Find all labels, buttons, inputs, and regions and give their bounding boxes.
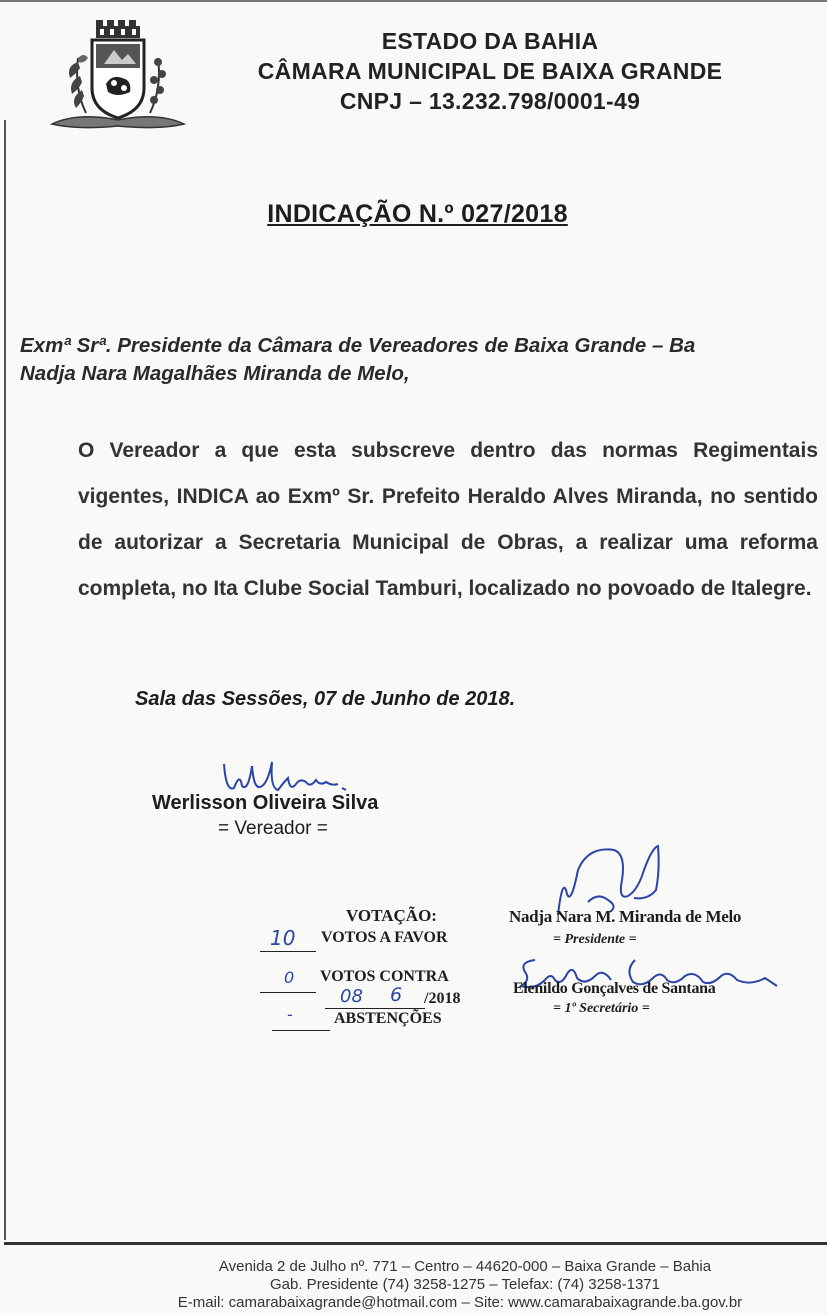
left-border: [4, 120, 6, 1240]
session-date: Sala das Sessões, 07 de Junho de 2018.: [135, 688, 516, 710]
votes-contra-line: [260, 992, 316, 993]
votes-favor-label: VOTOS A FAVOR: [321, 929, 448, 946]
vote-date-day: 08: [340, 986, 363, 1007]
votes-contra-value: 0: [284, 968, 295, 987]
header-chamber: CÂMARA MUNICIPAL DE BAIXA GRANDE: [257, 58, 723, 84]
votes-favor-line: [260, 951, 316, 952]
councilor-role: = Vereador =: [218, 818, 328, 839]
footer-divider: [4, 1242, 827, 1245]
vote-date-line: [325, 1008, 425, 1009]
footer-address: Avenida 2 de Julho nº. 771 – Centro – 44620-000 – Baixa Grande – Bahia: [218, 1258, 712, 1275]
abstentions-value: -: [287, 1005, 293, 1024]
footer-phones: Gab. Presidente (74) 3258-1275 – Telefax: (74) 3258-1371: [270, 1276, 660, 1293]
vote-date-year: /2018: [424, 990, 461, 1007]
document-title: INDICAÇÃO N.º 027/2018: [267, 200, 568, 228]
addressee-line-2: Nadja Nara Magalhães Miranda de Melo,: [20, 362, 410, 385]
vote-date-month: 6: [390, 984, 403, 1006]
header-state: ESTADO DA BAHIA: [381, 28, 599, 54]
president-role: = Presidente =: [553, 932, 637, 947]
voting-title: VOTAÇÃO:: [346, 906, 437, 925]
header-cnpj: CNPJ – 13.232.798/0001-49: [339, 88, 641, 114]
abstentions-line: [272, 1030, 330, 1031]
indication-body: O Vereador a que esta subscreve dentro das normas Regimentais vigentes, INDICA ao Exmº Sr. Prefeito Heraldo Alves Miranda, no sentido de autorizar a Secretaria Municipal de Obras, a realizar uma reforma completa, no Ita Clube Social Tamburi, localizado no povoado de Italegre.: [78, 439, 818, 600]
municipal-crest-icon: [48, 18, 188, 133]
top-border: [0, 0, 827, 2]
secretary-name: Elenildo Gonçalves de Santana: [513, 980, 716, 997]
votes-favor-value: 10: [270, 926, 296, 950]
footer-contact: E-mail: camarabaixagrande@hotmail.com – Site: www.camarabaixagrande.ba.gov.br: [177, 1294, 743, 1311]
secretary-role: = 1º Secretário =: [553, 1001, 650, 1016]
addressee-line-1: Exmª Srª. Presidente da Câmara de Vereadores de Baixa Grande – Ba: [20, 334, 696, 357]
abstentions-label: ABSTENÇÕES: [334, 1010, 442, 1027]
votes-contra-label: VOTOS CONTRA: [320, 968, 449, 985]
president-name: Nadja Nara M. Miranda de Melo: [509, 907, 742, 926]
councilor-name: Werlisson Oliveira Silva: [152, 792, 379, 814]
